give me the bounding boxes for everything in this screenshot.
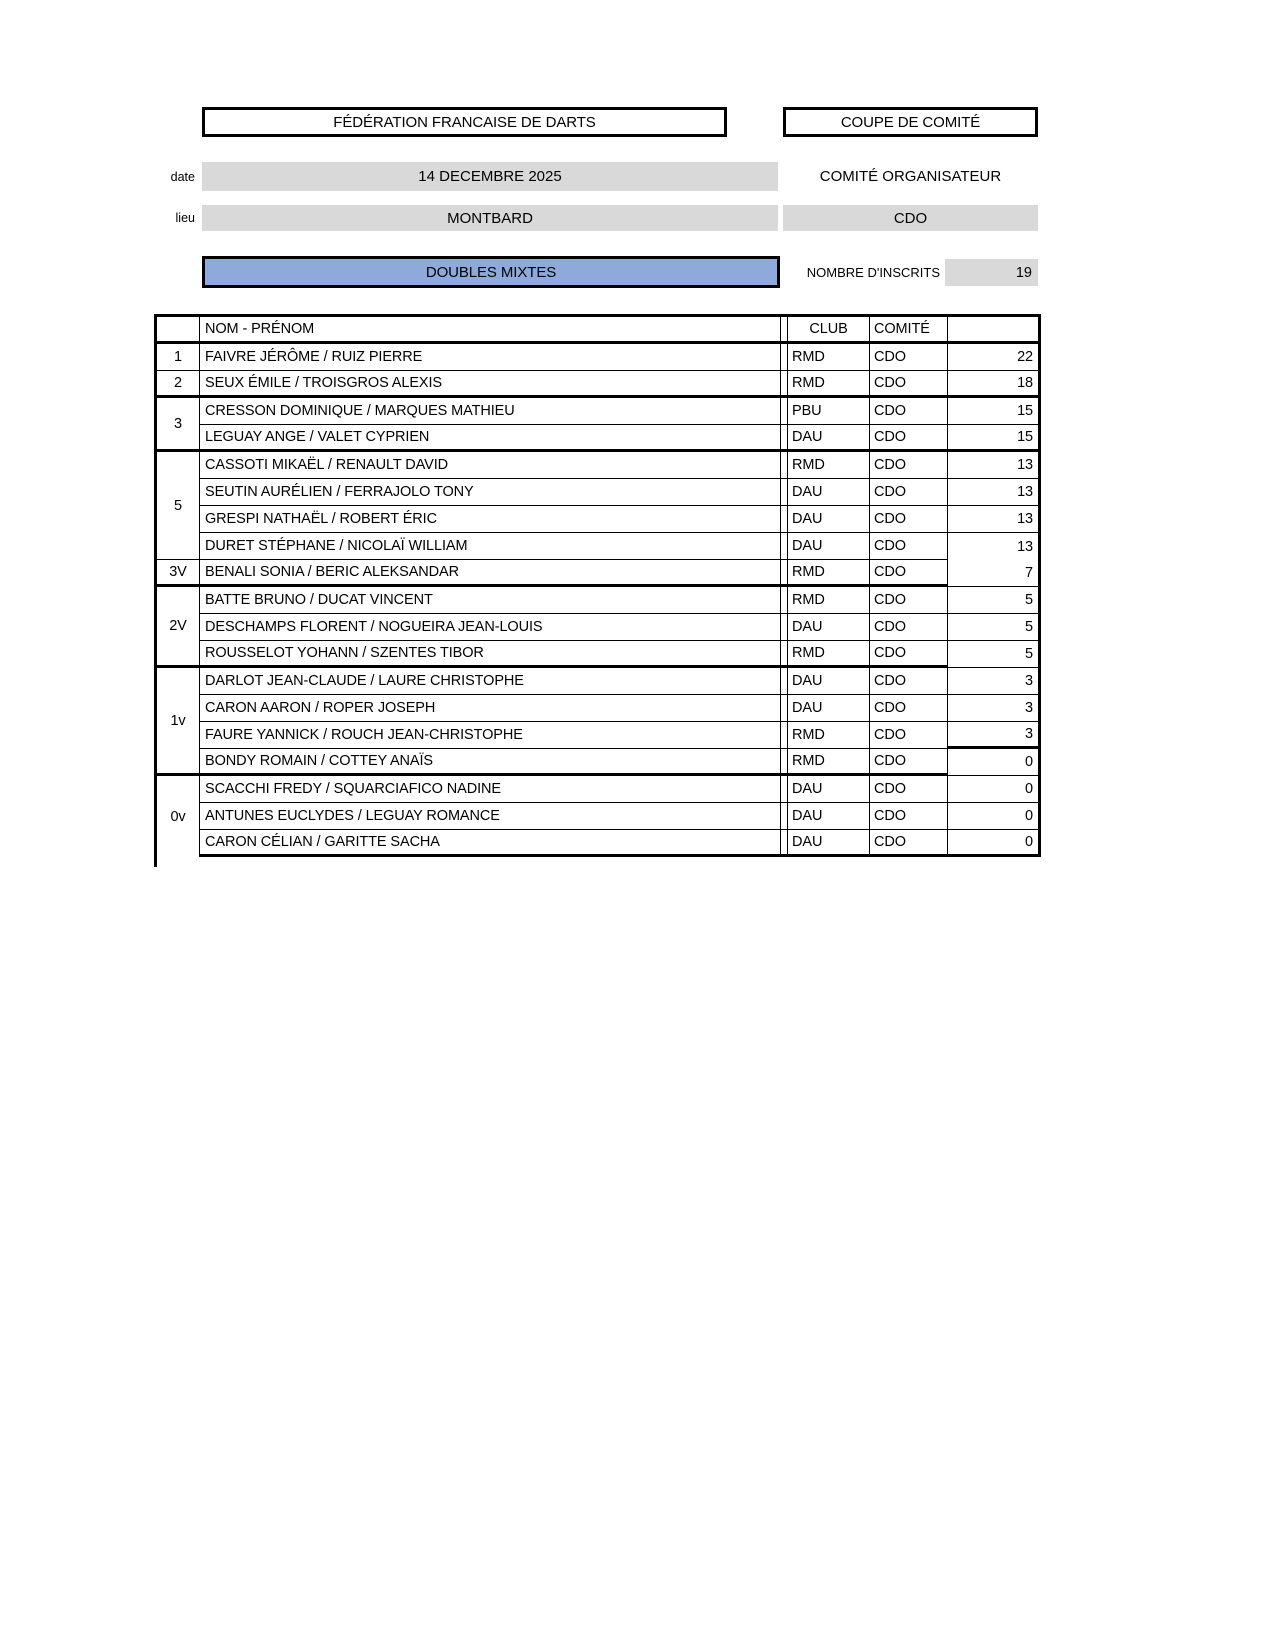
organizer-label: COMITÉ ORGANISATEUR [819,168,1002,185]
name-cell: CARON CÉLIAN / GARITTE SACHA [199,830,780,857]
points-cell: 0 [947,830,1038,857]
inscrits-label: NOMBRE D'INSCRITS [806,265,940,280]
lieu-value-box [202,205,778,231]
column-gap [780,425,787,452]
comite-cell: CDO [869,587,947,614]
points-cell: 22 [947,344,1038,371]
column-gap [780,830,787,857]
name-cell: BATTE BRUNO / DUCAT VINCENT [199,587,780,614]
organizer-value-box [783,205,1038,231]
comite-cell: CDO [869,830,947,857]
name-cell: DURET STÉPHANE / NICOLAÏ WILLIAM [199,533,780,560]
column-gap [780,776,787,803]
rank-cell: 2V [157,587,199,668]
club-cell: DAU [787,614,869,641]
header-points-cell [947,317,1038,344]
club-cell: RMD [787,722,869,749]
column-gap [780,560,787,587]
points-cell: 3 [947,668,1038,695]
column-gap [780,749,787,776]
club-cell: DAU [787,506,869,533]
comite-cell: CDO [869,803,947,830]
club-cell: RMD [787,452,869,479]
category-title: DOUBLES MIXTES [425,263,557,281]
comite-cell: CDO [869,668,947,695]
comite-cell: CDO [869,749,947,776]
points-cell: 7 [947,560,1038,587]
points-cell: 15 [947,398,1038,425]
column-gap [780,695,787,722]
rank-cell: 1 [157,344,199,371]
date-value-box [202,162,778,191]
column-gap [780,452,787,479]
results-table [154,314,1041,857]
category-title-box [202,256,780,288]
comite-cell: CDO [869,533,947,560]
points-cell: 5 [947,641,1038,668]
name-cell: DARLOT JEAN-CLAUDE / LAURE CHRISTOPHE [199,668,780,695]
comite-cell: CDO [869,695,947,722]
column-gap [780,668,787,695]
club-cell: RMD [787,560,869,587]
name-cell: BENALI SONIA / BERIC ALEKSANDAR [199,560,780,587]
header-rank-cell [157,317,199,344]
date-label: date [170,169,195,184]
header-name-cell: NOM - PRÉNOM [199,317,780,344]
comite-cell: CDO [869,506,947,533]
cup-title-box [783,107,1038,137]
name-cell: FAIVRE JÉRÔME / RUIZ PIERRE [199,344,780,371]
name-cell: SCACCHI FREDY / SQUARCIAFICO NADINE [199,776,780,803]
comite-cell: CDO [869,722,947,749]
column-gap [780,614,787,641]
column-gap [780,479,787,506]
column-gap [780,587,787,614]
comite-cell: CDO [869,776,947,803]
name-cell: CASSOTI MIKAËL / RENAULT DAVID [199,452,780,479]
comite-cell: CDO [869,398,947,425]
club-cell: RMD [787,641,869,668]
comite-cell: CDO [869,344,947,371]
club-cell: DAU [787,776,869,803]
column-gap [780,506,787,533]
header-club-cell: CLUB [787,317,869,344]
club-cell: DAU [787,803,869,830]
cup-title: COUPE DE COMITÉ [840,113,981,131]
name-cell: CRESSON DOMINIQUE / MARQUES MATHIEU [199,398,780,425]
points-cell: 0 [947,776,1038,803]
club-cell: PBU [787,398,869,425]
name-cell: ANTUNES EUCLYDES / LEGUAY ROMANCE [199,803,780,830]
rank-cell: 3 [157,398,199,452]
comite-cell: CDO [869,452,947,479]
federation-title: FÉDÉRATION FRANCAISE DE DARTS [333,113,596,131]
name-cell: CARON AARON / ROPER JOSEPH [199,695,780,722]
points-cell: 13 [947,506,1038,533]
name-cell: GRESPI NATHAËL / ROBERT ÉRIC [199,506,780,533]
club-cell: DAU [787,830,869,857]
column-gap [780,371,787,398]
points-cell: 18 [947,371,1038,398]
date-value: 14 DECEMBRE 2025 [418,168,562,185]
comite-cell: CDO [869,641,947,668]
points-cell: 3 [947,695,1038,722]
lieu-label: lieu [175,211,195,225]
lieu-value: MONTBARD [447,209,533,227]
organizer-value: CDO [893,209,928,227]
club-cell: RMD [787,749,869,776]
club-cell: DAU [787,695,869,722]
column-gap [780,722,787,749]
points-cell: 13 [947,533,1038,560]
comite-cell: CDO [869,614,947,641]
points-cell: 3 [947,722,1038,749]
header-comite-cell: COMITÉ [869,317,947,344]
column-gap [780,398,787,425]
points-cell: 13 [947,452,1038,479]
comite-cell: CDO [869,560,947,587]
column-gap [780,803,787,830]
rank-cell: 2 [157,371,199,398]
club-cell: RMD [787,371,869,398]
name-cell: SEUTIN AURÉLIEN / FERRAJOLO TONY [199,479,780,506]
name-cell: BONDY ROMAIN / COTTEY ANAÏS [199,749,780,776]
name-cell: SEUX ÉMILE / TROISGROS ALEXIS [199,371,780,398]
name-cell: FAURE YANNICK / ROUCH JEAN-CHRISTOPHE [199,722,780,749]
club-cell: DAU [787,479,869,506]
club-cell: DAU [787,425,869,452]
points-cell: 13 [947,479,1038,506]
comite-cell: CDO [869,371,947,398]
comite-cell: CDO [869,425,947,452]
rank-cell: 5 [157,452,199,560]
rank-cell: 0v [170,808,186,825]
column-gap [780,533,787,560]
inscrits-value-box [945,259,1038,286]
club-cell: DAU [787,533,869,560]
inscrits-value: 19 [1015,264,1032,281]
points-cell: 5 [947,587,1038,614]
points-cell: 0 [947,803,1038,830]
name-cell: ROUSSELOT YOHANN / SZENTES TIBOR [199,641,780,668]
club-cell: RMD [787,587,869,614]
name-cell: LEGUAY ANGE / VALET CYPRIEN [199,425,780,452]
rank-cell: 3V [157,560,199,587]
points-cell: 15 [947,425,1038,452]
header-column-gap [780,317,787,344]
comite-cell: CDO [869,479,947,506]
points-cell: 5 [947,614,1038,641]
name-cell: DESCHAMPS FLORENT / NOGUEIRA JEAN-LOUIS [199,614,780,641]
rank-cell: 1v [157,668,199,776]
table-left-border-tail [154,857,157,867]
federation-title-box [202,107,727,137]
club-cell: RMD [787,344,869,371]
column-gap [780,641,787,668]
club-cell: DAU [787,668,869,695]
column-gap [780,344,787,371]
points-cell: 0 [947,749,1038,776]
